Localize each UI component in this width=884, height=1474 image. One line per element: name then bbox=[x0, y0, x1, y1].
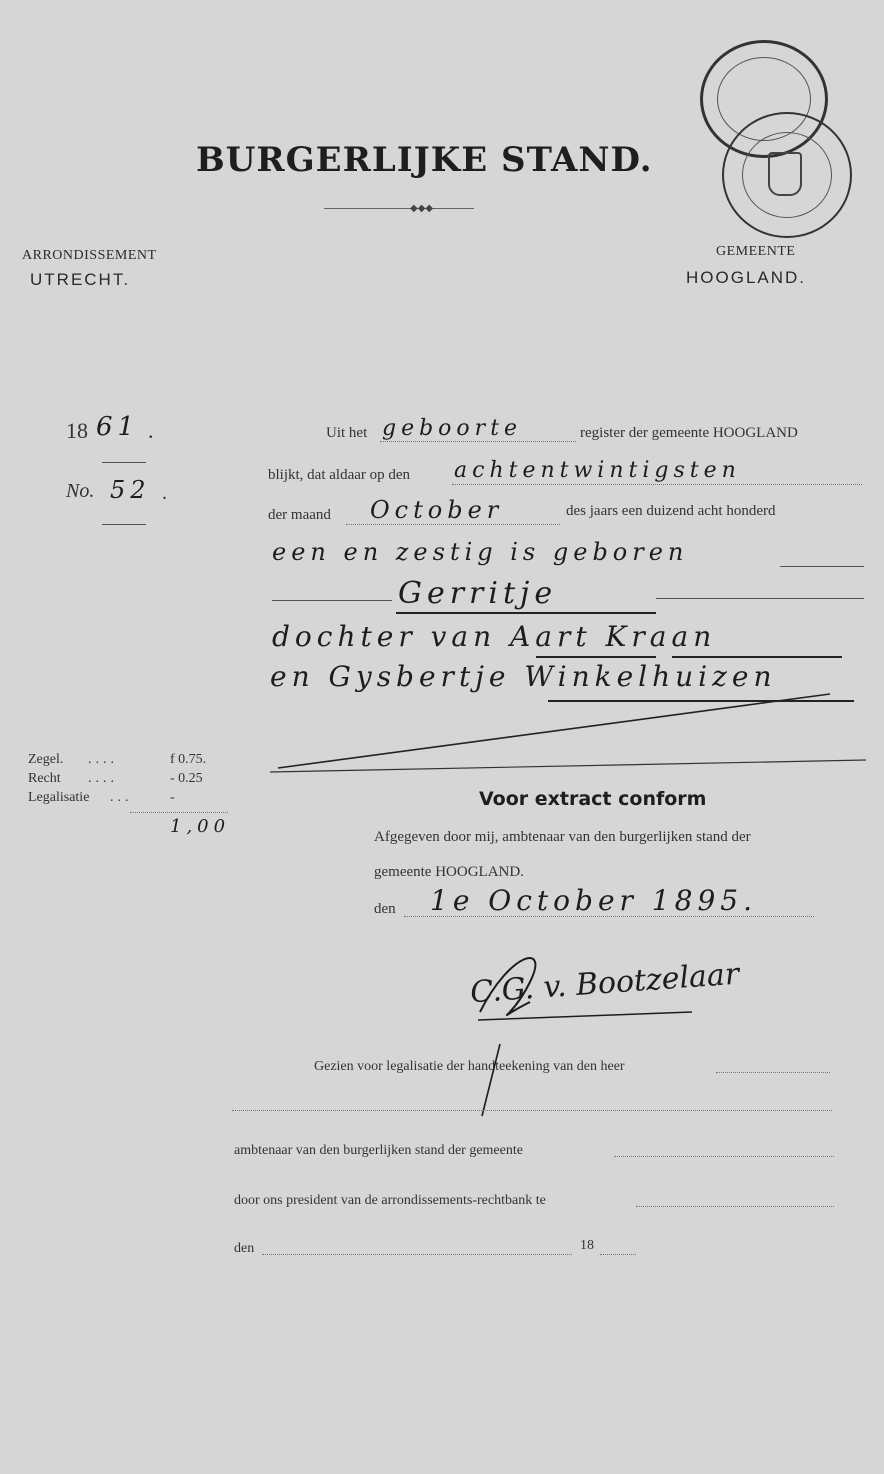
name-underline bbox=[536, 656, 656, 658]
extract-date-handwritten: 1e October 1895. bbox=[430, 884, 757, 917]
fill-line bbox=[380, 441, 576, 442]
register-type-handwritten: geboorte bbox=[382, 416, 523, 441]
number-dot: . bbox=[162, 482, 167, 504]
legalisatie-label: Legalisatie bbox=[28, 790, 90, 805]
year-handwritten: 61 bbox=[96, 412, 140, 442]
year-dot: . bbox=[148, 418, 154, 443]
fee-total-handwritten: 1,00 bbox=[170, 816, 231, 837]
official-signature: C.G. v. Bootzelaar bbox=[469, 956, 741, 1011]
day-handwritten: achtentwintigsten bbox=[454, 458, 741, 483]
legalisation-year-prefix: 18 bbox=[580, 1238, 594, 1253]
des-jaars-text: des jaars een duizend acht honderd bbox=[566, 503, 776, 519]
fill-line bbox=[614, 1156, 834, 1157]
gemeente-line: gemeente HOOGLAND. bbox=[374, 864, 524, 880]
total-rule bbox=[130, 812, 228, 813]
number-label: No. bbox=[66, 480, 95, 502]
fill-line bbox=[346, 524, 560, 525]
ornament-icon: ◆◆◆ bbox=[410, 203, 434, 214]
gezien-text: Gezien voor legalisatie der handteekening van den heer bbox=[314, 1059, 625, 1074]
margin-divider bbox=[102, 524, 146, 525]
leader-dots: .... bbox=[88, 771, 118, 786]
ambtenaar-text: ambtenaar van den burgerlijken stand der gemeente bbox=[234, 1143, 523, 1158]
extract-den: den bbox=[374, 901, 396, 917]
leader-dots: ... bbox=[110, 790, 133, 805]
afgegeven-text: Afgegeven door mij, ambtenaar van den burgerlijken stand der bbox=[374, 829, 751, 845]
fill-line bbox=[716, 1072, 830, 1073]
margin-divider bbox=[102, 462, 146, 463]
extract-heading: Voor extract conform bbox=[479, 788, 707, 810]
fill-line bbox=[272, 600, 392, 601]
child-name-handwritten: Gerritje bbox=[398, 576, 558, 611]
document-title: BURGERLIJKE STAND. bbox=[196, 140, 653, 180]
blijkt-text: blijkt, dat aldaar op den bbox=[268, 467, 411, 483]
recht-value: - 0.25 bbox=[170, 771, 203, 786]
uit-het-text: Uit het bbox=[326, 425, 368, 441]
leader-dots: .... bbox=[88, 752, 118, 767]
fill-line bbox=[232, 1110, 832, 1111]
coat-of-arms-icon bbox=[768, 152, 802, 196]
gemeente-value: HOOGLAND. bbox=[686, 268, 807, 287]
fill-line bbox=[636, 1206, 834, 1207]
name-underline bbox=[672, 656, 842, 658]
recht-label: Recht bbox=[28, 771, 61, 786]
year-printed: 18 bbox=[66, 418, 88, 443]
fill-line bbox=[404, 916, 814, 917]
arrondissement-label: ARRONDISSEMENT bbox=[22, 248, 157, 263]
register-text: register der gemeente HOOGLAND bbox=[580, 425, 798, 441]
der-maand-text: der maand bbox=[268, 507, 331, 523]
door-ons-text: door ons president van de arrondissements-rechtbank te bbox=[234, 1193, 546, 1208]
closing-stroke bbox=[270, 690, 870, 780]
signature-flourish bbox=[470, 942, 700, 1032]
line6-handwritten: dochter van Aart Kraan bbox=[272, 620, 717, 653]
fill-line bbox=[600, 1254, 636, 1255]
month-handwritten: October bbox=[370, 496, 504, 524]
arrondissement-value: UTRECHT. bbox=[30, 270, 131, 289]
number-handwritten: 52 bbox=[110, 476, 151, 504]
title-ornament-line bbox=[324, 208, 474, 209]
signature-tail bbox=[470, 1040, 510, 1120]
legalisation-den: den bbox=[234, 1241, 255, 1256]
zegel-value: f 0.75. bbox=[170, 752, 207, 767]
fill-line bbox=[780, 566, 864, 567]
fill-line bbox=[452, 484, 862, 485]
fill-line bbox=[262, 1254, 572, 1255]
revenue-stamp-seal bbox=[722, 112, 852, 238]
name-underline bbox=[396, 612, 656, 614]
gemeente-label: GEMEENTE bbox=[716, 244, 796, 259]
zegel-label: Zegel. bbox=[28, 752, 64, 767]
line4-handwritten: een en zestig is geboren bbox=[272, 538, 689, 566]
legalisatie-value: - bbox=[170, 790, 175, 805]
fill-line bbox=[656, 598, 864, 599]
line7-handwritten: en Gysbertje Winkelhuizen bbox=[270, 660, 777, 693]
